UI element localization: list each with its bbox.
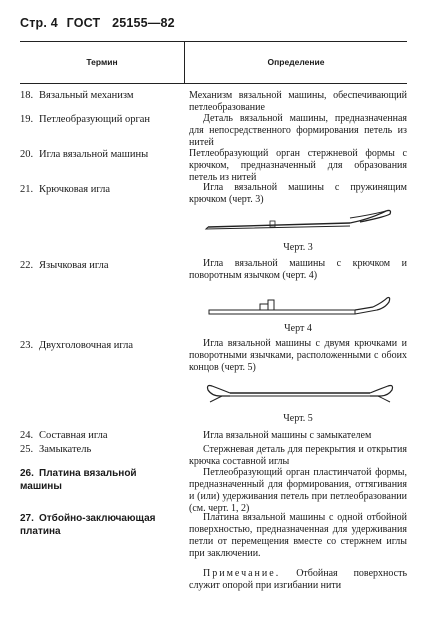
- term-text: Отбойно-заключающая платина: [20, 513, 156, 537]
- definition-text: Игла вязальной машины с крючком и поворотным язычком (черт. 4): [189, 258, 407, 281]
- definition-row-26: [189, 467, 407, 515]
- term-row-20: [20, 148, 180, 161]
- term-text: Крючковая игла: [39, 184, 111, 195]
- definition-text: Деталь вязальной машины, предназначенная для непосредственного формирования петель из нитей: [189, 113, 407, 148]
- table-header-rule: [20, 83, 407, 84]
- definition-text: Петлеобразующий орган стержневой формы с крючком, предназначенный для образования петель из нитей: [189, 148, 407, 183]
- table-top-rule: [20, 41, 407, 42]
- term-number: 23.: [20, 340, 34, 351]
- term-row-23: [20, 339, 180, 352]
- term-row-27: [20, 512, 180, 538]
- standard-label: ГОСТ: [66, 16, 101, 30]
- definition-text: Игла вязальной машины с замыкателем: [203, 430, 372, 441]
- term-number: 25.: [20, 444, 34, 455]
- definition-row-18: [189, 90, 407, 114]
- definition-row-20: [189, 148, 407, 184]
- page-header: [20, 16, 175, 30]
- figure-5-double-head-needle: [200, 380, 400, 406]
- figure-4-latch-needle: [205, 290, 395, 320]
- definition-row-25: [189, 444, 407, 468]
- term-row-22: [20, 259, 180, 272]
- term-number: 21.: [20, 184, 34, 195]
- column-header-terms: Термин: [86, 57, 118, 67]
- figure-5-caption: Черт. 5: [283, 413, 313, 424]
- column-header-definitions: Определение: [267, 57, 325, 67]
- note-heading: Примечание.: [203, 568, 281, 579]
- term-number: 20.: [20, 149, 34, 160]
- definition-row-24: [189, 430, 407, 442]
- term-text: Язычковая игла: [39, 260, 109, 271]
- definition-text: Стержневая деталь для перекрытия и открытия крючка составной иглы: [189, 444, 407, 467]
- definition-text: Платина вязальной машины с одной отбойной поверхностью, предназначенная для удерживания петли от перемещения вместе со стержнем иглы при заключении.: [189, 512, 407, 559]
- page-number: Стр. 4: [20, 16, 58, 30]
- term-text: Замыкатель: [39, 444, 92, 455]
- term-number: 19.: [20, 114, 34, 125]
- definition-text: Петлеобразующий орган пластинчатой формы, предназначенный для формирования, оттягивания и (или) удерживания петель при петлеобразовании (см. черт. 1, 2): [189, 467, 407, 514]
- note-text: Отбойная поверхность служит опорой при изгибании нити: [189, 568, 408, 591]
- figure-4-caption: Черт 4: [284, 323, 312, 334]
- note-block: [189, 568, 407, 592]
- term-number: 26.: [20, 468, 34, 479]
- definition-row-22: [189, 258, 407, 282]
- definition-text: Игла вязальной машины с пружинящим крючком (черт. 3): [189, 182, 407, 205]
- definition-row-23: [189, 338, 407, 374]
- figure-3-caption: Черт. 3: [283, 242, 313, 253]
- term-text: Двухголовочная игла: [39, 340, 134, 351]
- term-text: Петлеобразующий орган: [39, 114, 151, 125]
- term-text: Платина вязальной машины: [20, 468, 137, 492]
- term-text: Игла вязальной машины: [39, 149, 149, 160]
- definition-text: Игла вязальной машины с двумя крючками и поворотными язычками, расположенными с обоих концов (черт. 5): [189, 338, 407, 373]
- term-text: Составная игла: [39, 430, 108, 441]
- term-number: 24.: [20, 430, 34, 441]
- figure-3-hook-needle: [200, 205, 400, 235]
- definition-row-27: [189, 512, 407, 560]
- term-row-19: [20, 113, 180, 126]
- standard-number: 25155—82: [112, 16, 175, 30]
- term-number: 18.: [20, 90, 34, 101]
- term-row-26: [20, 467, 180, 493]
- definition-row-21: [189, 182, 407, 206]
- definition-text: Механизм вязальной машины, обеспечивающий петлеобразование: [189, 90, 407, 113]
- term-row-18: [20, 89, 180, 102]
- definition-row-19: [189, 113, 407, 149]
- term-row-25: [20, 443, 180, 456]
- term-row-21: [20, 183, 180, 196]
- term-row-24: [20, 429, 180, 442]
- term-text: Вязальный механизм: [39, 90, 134, 101]
- term-number: 27.: [20, 513, 34, 524]
- term-number: 22.: [20, 260, 34, 271]
